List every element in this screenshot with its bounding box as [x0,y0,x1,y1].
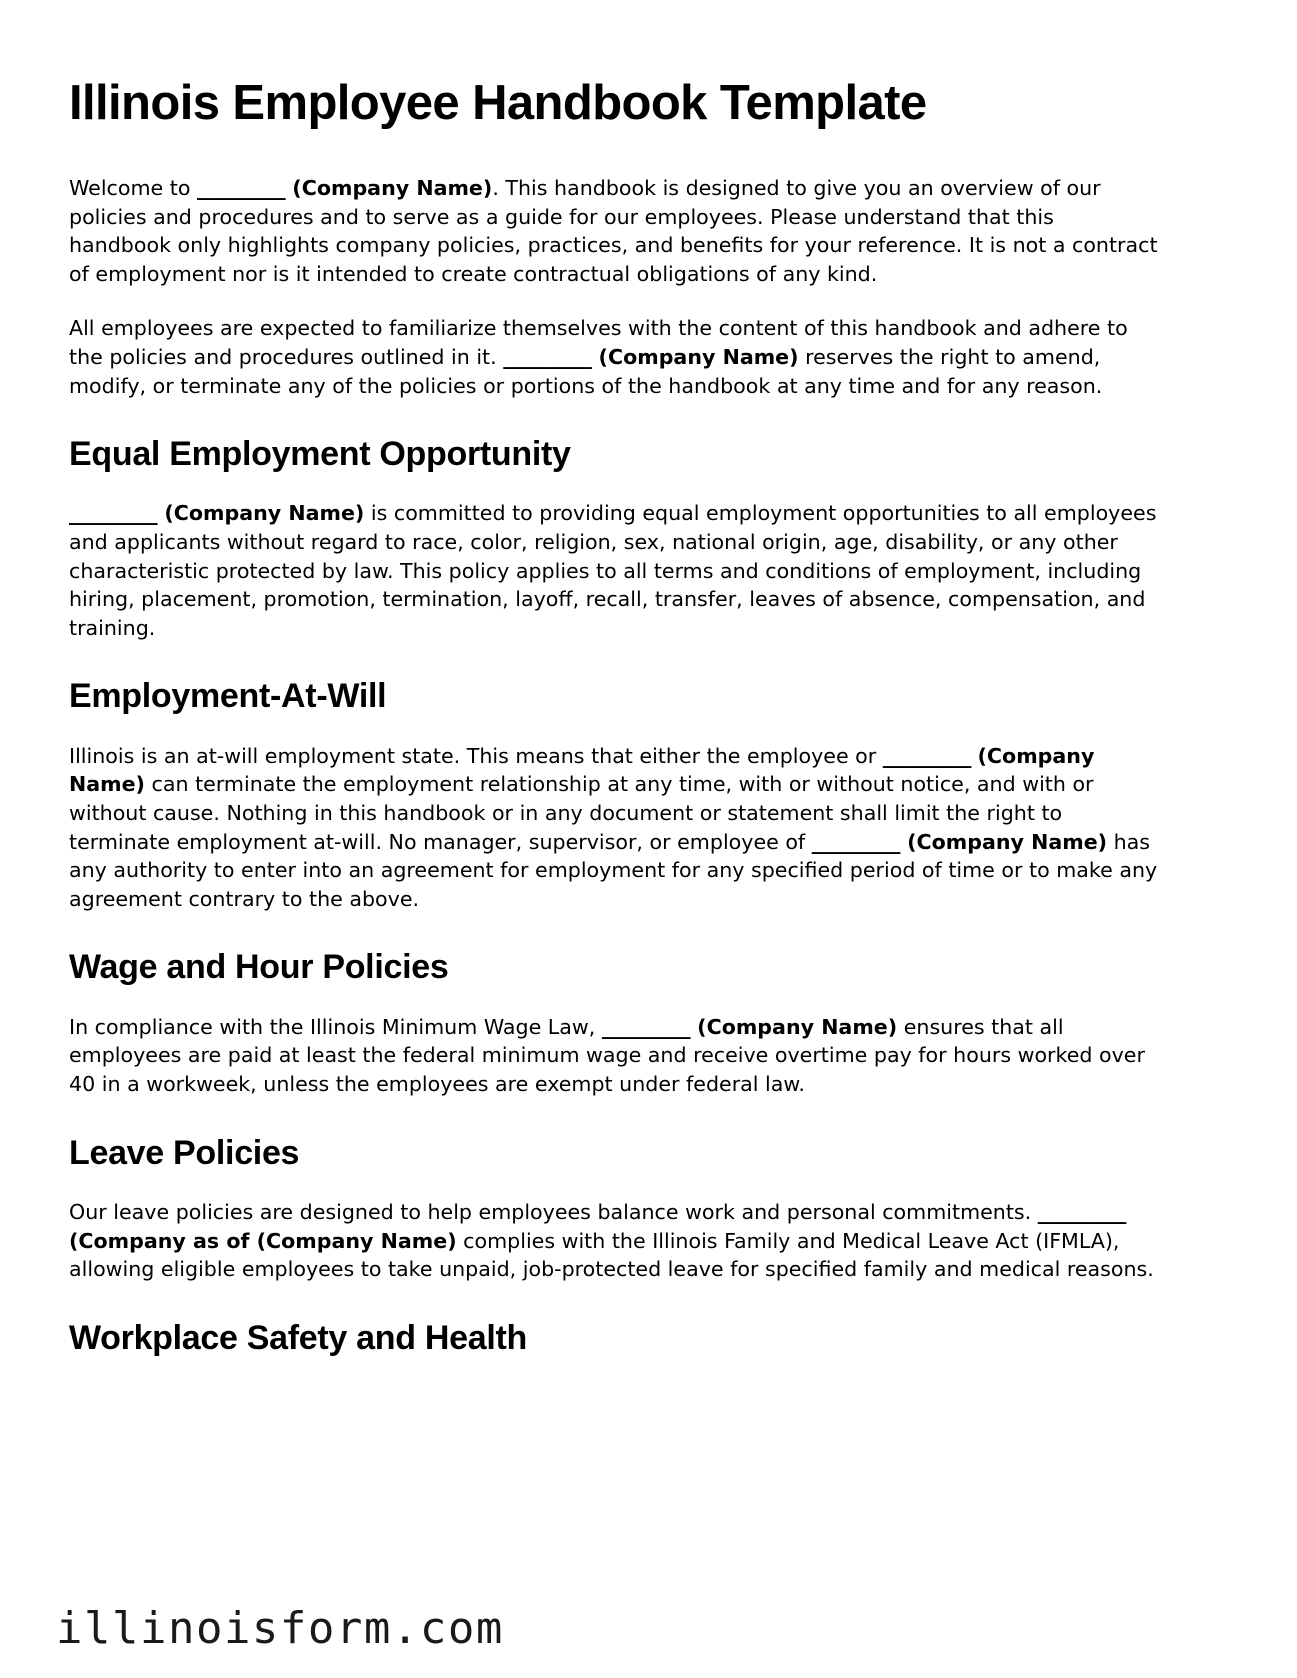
intro-p1-blank: _________ [196,175,286,200]
intro-p1-text-a: Welcome to [69,175,197,200]
eaw-text-b: can terminate the employment relationship at any time, with or without notice, and with or without cause. Nothing in this handbook or in any document or statement shall limit the right to terminate employment at-will. No manager, supervisor, or employee of [69,772,1094,854]
intro-p1-text-c: . This handbook is designed to give you an overview of our policies and procedures and to serve as a guide for our employees. Please understand that this handbook only highlights company policies, practices, and benefits for your reference. It is not a contract of employment nor is it intended to create contractual obligations of any kind. [69,175,1158,286]
eaw-blank-2: _________ [811,829,900,854]
wage-text-b: ensures that all employees are paid at least the federal minimum wage and receive overtime pay for hours worked over 40 in a workweek, unless the employees are exempt under federal law. [69,1014,1145,1096]
section-paragraph-employment-at-will [69,742,1159,914]
leave-company-name: (Company as of (Company Name) [69,1228,457,1253]
section-paragraph-wage-and-hour-policies [69,1013,1159,1099]
wage-blank: _________ [601,1014,690,1039]
eaw-text-a: Illinois is an at-will employment state. This means that either the employee or [69,743,883,768]
intro-p2-blank: _________ [503,344,592,369]
section-heading-workplace-safety-and-health: Workplace Safety and Health [69,1318,527,1357]
intro-paragraph-2 [69,314,1159,400]
eeo-text: is committed to providing equal employment opportunities to all employees and applicants without regard to race, color, religion, sex, national origin, age, disability, or any other characteristic protected by law. This policy applies to all terms and conditions of employment, including hiring, placement, promotion, termination, layoff, recall, transfer, leaves of absence, compensation, and training. [69,501,1157,640]
section-heading-employment-at-will: Employment-At-Will [69,677,387,716]
intro-p2-text-a: All employees are expected to familiarize themselves with the content of this handbook and adhere to the policies and procedures outlined in it. [69,316,1128,369]
intro-paragraph-1 [69,174,1159,288]
watermark-illinoisform: illinoisform.com [56,1603,504,1654]
section-paragraph-leave-policies [69,1198,1159,1284]
eeo-company-name: (Company Name) [157,501,365,526]
eaw-text-c: has any authority to enter into an agreement for employment for any specified period of time or to make any agreement contrary to the above. [69,829,1158,911]
leave-text-b: complies with the Illinois Family and Medical Leave Act (IFMLA), allowing eligible employees to take unpaid, job-protected leave for specified family and medical reasons. [69,1228,1154,1282]
section-heading-leave-policies: Leave Policies [69,1133,300,1172]
eaw-blank-1: _________ [882,743,971,768]
wage-text-a: In compliance with the Illinois Minimum Wage Law, [69,1014,602,1039]
intro-p1-company-name: (Company Name) [285,175,493,200]
eaw-company-name-1: (Company Name) [69,743,1095,797]
leave-text-a: Our leave policies are designed to help employees balance work and personal commitments. [69,1199,1038,1224]
eaw-company-name-2: (Company Name) [899,829,1108,854]
page-title: Illinois Employee Handbook Template [69,76,927,130]
wage-company-name: (Company Name) [690,1014,898,1039]
section-paragraph-equal-employment-opportunity [69,499,1159,642]
intro-p2-company-name: (Company Name) [591,344,799,369]
eeo-blank: _________ [69,501,158,526]
intro-p2-text-c: reserves the right to amend, modify, or terminate any of the policies or portions of the handbook at any time and for any reason. [69,344,1103,398]
section-heading-wage-and-hour-policies: Wage and Hour Policies [69,948,449,987]
leave-blank: _________ [1037,1199,1126,1224]
section-heading-equal-employment-opportunity: Equal Employment Opportunity [69,435,571,474]
